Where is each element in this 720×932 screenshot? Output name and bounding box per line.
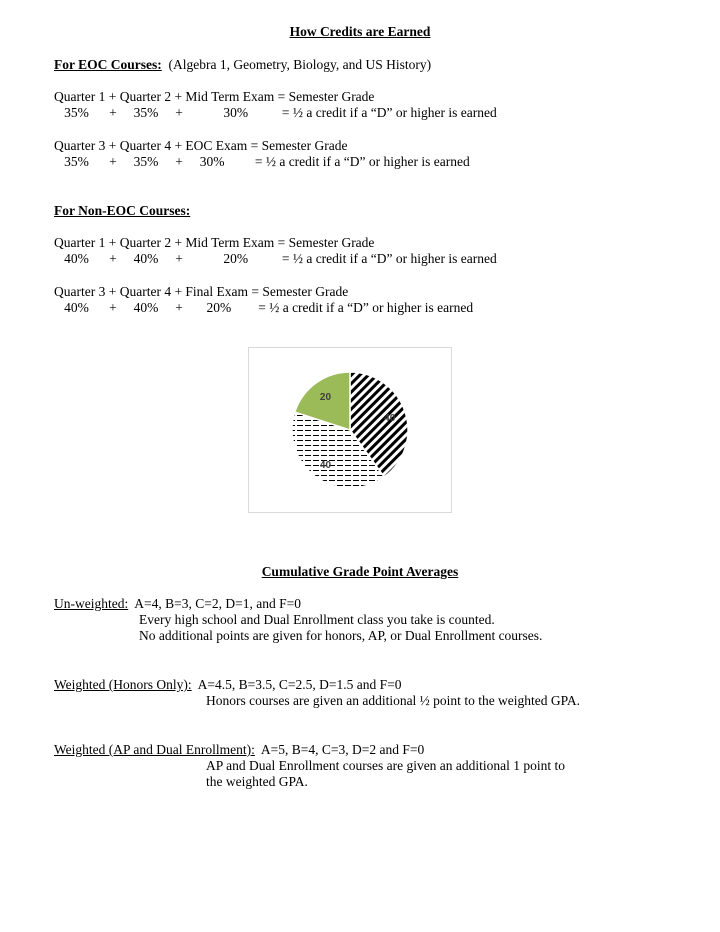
unweighted-note-1: Every high school and Dual Enrollment class you take is counted. [139, 612, 495, 627]
honors-note-1: Honors courses are given an additional ½ point to the weighted GPA. [206, 693, 581, 708]
non-eoc-formula-1: Quarter 1 + Quarter 2 + Mid Term Exam = Semester Grade [54, 235, 375, 250]
honors-label: Weighted (Honors Only): [54, 677, 192, 692]
eoc-heading: For EOC Courses: [54, 57, 162, 72]
eoc-weights-2: 35% + 35% + 30% = ½ a credit if a “D” or higher is earned [54, 154, 470, 169]
gpa-title: Cumulative Grade Point Averages [261, 564, 459, 579]
page-title: How Credits are Earned [289, 24, 431, 39]
honors-scale: A=4.5, B=3.5, C=2.5, D=1.5 and F=0 [197, 677, 402, 692]
pie-slice-label-2: 40 [319, 459, 332, 471]
unweighted-label: Un-weighted: [54, 596, 129, 611]
eoc-formula-2: Quarter 3 + Quarter 4 + EOC Exam = Semester Grade [54, 138, 348, 153]
eoc-weights-1: 35% + 35% + 30% = ½ a credit if a “D” or higher is earned [54, 105, 497, 120]
honors-line [54, 677, 401, 693]
unweighted-note-2: No additional points are given for honors, AP, or Dual Enrollment courses. [139, 628, 543, 643]
unweighted-scale: A=4, B=3, C=2, D=1, and F=0 [134, 596, 301, 611]
ap-scale: A=5, B=4, C=3, D=2 and F=0 [260, 742, 425, 757]
pie-slice-label-3: 20 [319, 392, 332, 404]
non-eoc-weights-1: 40% + 40% + 20% = ½ a credit if a “D” or higher is earned [54, 251, 497, 266]
ap-note-1: AP and Dual Enrollment courses are given an additional 1 point to [206, 758, 566, 773]
pie-chart [248, 347, 452, 513]
non-eoc-weights-2: 40% + 40% + 20% = ½ a credit if a “D” or higher is earned [54, 300, 474, 315]
non-eoc-formula-2: Quarter 3 + Quarter 4 + Final Exam = Semester Grade [54, 284, 349, 299]
unweighted-line [54, 596, 301, 612]
ap-note-2: the weighted GPA. [206, 774, 308, 789]
eoc-heading-line [54, 57, 431, 73]
non-eoc-heading: For Non-EOC Courses: [54, 203, 191, 218]
pie-slice-label-1: 40 [384, 413, 396, 425]
ap-label: Weighted (AP and Dual Enrollment): [54, 742, 255, 757]
ap-line [54, 742, 424, 758]
eoc-course-list: (Algebra 1, Geometry, Biology, and US History) [168, 57, 432, 72]
pie-chart-svg [249, 348, 453, 514]
eoc-formula-1: Quarter 1 + Quarter 2 + Mid Term Exam = Semester Grade [54, 89, 375, 104]
